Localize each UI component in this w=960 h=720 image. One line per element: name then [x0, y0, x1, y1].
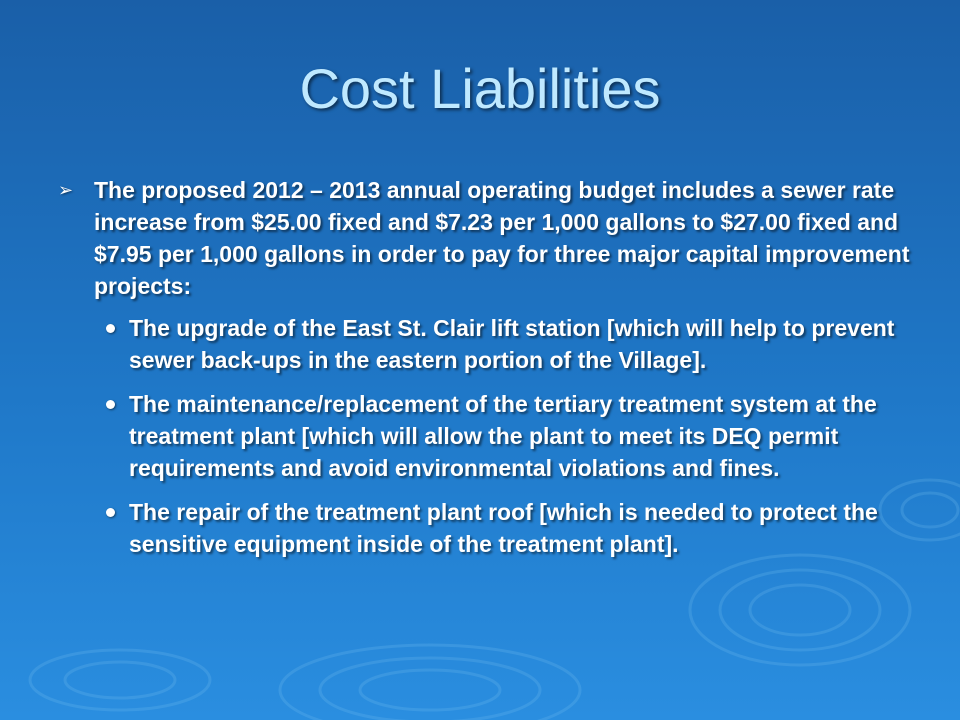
- dot-bullet-icon: [106, 508, 115, 517]
- sub-bullet-text: The maintenance/replacement of the tertiary treatment system at the treatment plant [which will allow the plant to meet its DEQ permit requirements and avoid environmental violations and fines.: [129, 391, 877, 481]
- sub-bullet-text: The upgrade of the East St. Clair lift station [which will help to prevent sewer back-ups in the eastern portion of the Village].: [129, 315, 895, 373]
- list-item: [106, 496, 910, 560]
- slide-content: [58, 174, 910, 572]
- arrow-bullet-icon: ➢: [58, 180, 74, 200]
- list-item: [106, 312, 910, 376]
- list-item: [106, 388, 910, 484]
- dot-bullet-icon: [106, 324, 115, 333]
- slide-title: Cost Liabilities: [299, 57, 661, 120]
- sub-bullet-text: The repair of the treatment plant roof [which is needed to protect the sensitive equipment inside of the treatment plant].: [129, 499, 878, 557]
- sub-bullet-list: [106, 312, 910, 560]
- main-bullet-text: The proposed 2012 – 2013 annual operating budget includes a sewer rate increase from $25.00 fixed and $7.23 per 1,000 gallons to $27.00 fixed and $7.95 per 1,000 gallons in order to pay for three major capital improvement projects:: [94, 177, 910, 299]
- dot-bullet-icon: [106, 400, 115, 409]
- main-bullet: [58, 174, 910, 302]
